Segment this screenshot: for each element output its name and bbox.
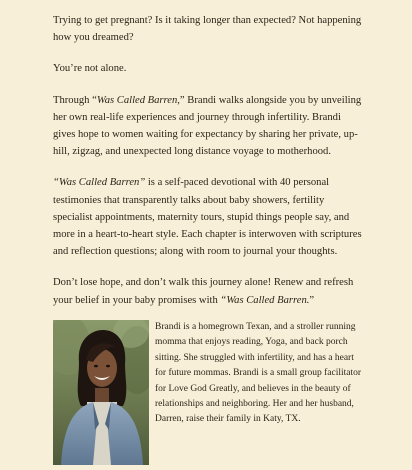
book-title-inline: “Was Called Barren. <box>220 294 310 306</box>
book-title-inline: “Was Called Barren” <box>53 177 146 189</box>
intro-p5-lead: Don’t lose hope, and don’t walk this journey alone! Renew and refresh your belief in your baby promises with <box>53 277 354 306</box>
author-bio-text: Brandi is a homegrown Texan, and a stroller running momma that enjoys reading, Yoga, and back porch sitting. She struggled with infertility, and has a heart for future mommas. Brandi is a small group facilitator for Love God Greatly, and believes in the beauty of relationships and neighboring. Her and her husband, Darren, raise their family in Katy, TX. <box>155 322 362 425</box>
author-bio-section <box>53 320 365 465</box>
intro-paragraph-3 <box>53 92 365 161</box>
book-title-inline: Was Called Barren <box>96 94 178 106</box>
book-description <box>53 12 365 323</box>
intro-paragraph-5 <box>53 274 365 308</box>
author-photo-illustration <box>53 320 149 465</box>
author-photo <box>53 320 149 465</box>
intro-p4-rest: is a self-paced devotional with 40 personal testimonies that transparently talks about baby showers, fertility specialist appointments, maternity tours, stupid things people say, and more in a heart-to-heart style. Each chapter is interwoven with scriptures and reflection questions; along with room to journal your thoughts. <box>53 177 362 258</box>
intro-p3-rest: ,” Brandi walks alongside you by unveiling her own real-life experiences and journey through infertility. Brandi gives hope to women waiting for expectancy by sharing her private, up-hill, zigzag, and unexpected long distance voyage to motherhood. <box>53 94 362 158</box>
intro-paragraph-2: You’re not alone. <box>53 63 127 75</box>
intro-paragraph-4 <box>53 174 365 260</box>
intro-p3-lead: Through “ <box>53 94 97 106</box>
intro-p5-end: ” <box>309 294 315 306</box>
intro-paragraph-1: Trying to get pregnant? Is it taking longer than expected? Not happening how you dreamed? <box>53 15 362 44</box>
